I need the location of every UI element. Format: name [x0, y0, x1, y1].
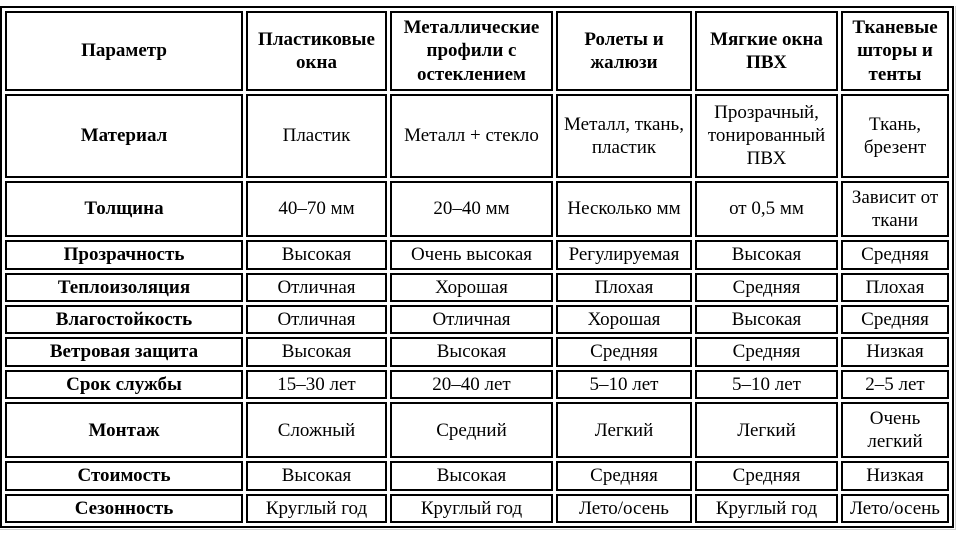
header-plastic-windows: Пластиковые окна — [246, 11, 387, 91]
table-cell: Металл + стекло — [390, 94, 553, 178]
table-cell: Средняя — [841, 240, 949, 269]
table-cell: Плохая — [556, 273, 692, 302]
table-cell: Круглый год — [390, 494, 553, 523]
table-cell: Средняя — [556, 461, 692, 490]
table-cell: Лето/осень — [556, 494, 692, 523]
table-cell: Несколько мм — [556, 181, 692, 238]
table-row — [5, 461, 949, 490]
table-cell: Отличная — [246, 273, 387, 302]
table-cell: Круглый год — [246, 494, 387, 523]
table-cell: Ткань, брезент — [841, 94, 949, 178]
table-cell: 20–40 лет — [390, 370, 553, 399]
row-label: Материал — [5, 94, 243, 178]
table-cell: Пластик — [246, 94, 387, 178]
table-row — [5, 494, 949, 523]
table-row — [5, 181, 949, 238]
row-label: Прозрачность — [5, 240, 243, 269]
table-cell: 40–70 мм — [246, 181, 387, 238]
table-cell: Лето/осень — [841, 494, 949, 523]
table-cell: Низкая — [841, 461, 949, 490]
table-cell: Высокая — [695, 305, 838, 334]
table-cell: 20–40 мм — [390, 181, 553, 238]
row-label: Стоимость — [5, 461, 243, 490]
table-cell: Высокая — [695, 240, 838, 269]
row-label: Срок службы — [5, 370, 243, 399]
table-cell: 15–30 лет — [246, 370, 387, 399]
table-row — [5, 273, 949, 302]
table-cell: Металл, ткань, пластик — [556, 94, 692, 178]
table-row — [5, 337, 949, 366]
row-label: Теплоизоляция — [5, 273, 243, 302]
table-cell: Низкая — [841, 337, 949, 366]
table-cell: Легкий — [695, 402, 838, 459]
page-frame — [0, 6, 956, 530]
table-row — [5, 402, 949, 459]
row-label: Монтаж — [5, 402, 243, 459]
table-cell: 5–10 лет — [695, 370, 838, 399]
table-cell: Отличная — [246, 305, 387, 334]
header-row — [5, 11, 949, 91]
table-cell: Хорошая — [556, 305, 692, 334]
table-cell: Круглый год — [695, 494, 838, 523]
header-rollers-blinds: Ролеты и жалюзи — [556, 11, 692, 91]
table-cell: Средний — [390, 402, 553, 459]
row-label: Толщина — [5, 181, 243, 238]
comparison-table — [0, 6, 954, 528]
table-cell: Средняя — [841, 305, 949, 334]
header-param: Параметр — [5, 11, 243, 91]
table-row — [5, 94, 949, 178]
table-cell: 2–5 лет — [841, 370, 949, 399]
table-cell: Очень высокая — [390, 240, 553, 269]
table-cell: Высокая — [246, 461, 387, 490]
table-cell: Зависит от ткани — [841, 181, 949, 238]
table-cell: Высокая — [246, 240, 387, 269]
table-cell: 5–10 лет — [556, 370, 692, 399]
header-fabric-curtains: Тканевые шторы и тенты — [841, 11, 949, 91]
table-row — [5, 240, 949, 269]
table-cell: Сложный — [246, 402, 387, 459]
table-cell: Очень легкий — [841, 402, 949, 459]
header-metal-profiles: Металлические профили с остеклением — [390, 11, 553, 91]
table-row — [5, 305, 949, 334]
table-row — [5, 370, 949, 399]
row-label: Ветровая защита — [5, 337, 243, 366]
table-cell: Средняя — [695, 461, 838, 490]
table-cell: от 0,5 мм — [695, 181, 838, 238]
table-cell: Высокая — [246, 337, 387, 366]
table-cell: Высокая — [390, 337, 553, 366]
header-soft-pvc-windows: Мягкие окна ПВХ — [695, 11, 838, 91]
table-cell: Хорошая — [390, 273, 553, 302]
table-cell: Средняя — [556, 337, 692, 366]
row-label: Сезонность — [5, 494, 243, 523]
table-cell: Регулируемая — [556, 240, 692, 269]
table-cell: Высокая — [390, 461, 553, 490]
row-label: Влагостойкость — [5, 305, 243, 334]
table-cell: Плохая — [841, 273, 949, 302]
table-cell: Легкий — [556, 402, 692, 459]
table-cell: Отличная — [390, 305, 553, 334]
table-cell: Средняя — [695, 273, 838, 302]
table-cell: Средняя — [695, 337, 838, 366]
table-cell: Прозрачный, тонированный ПВХ — [695, 94, 838, 178]
